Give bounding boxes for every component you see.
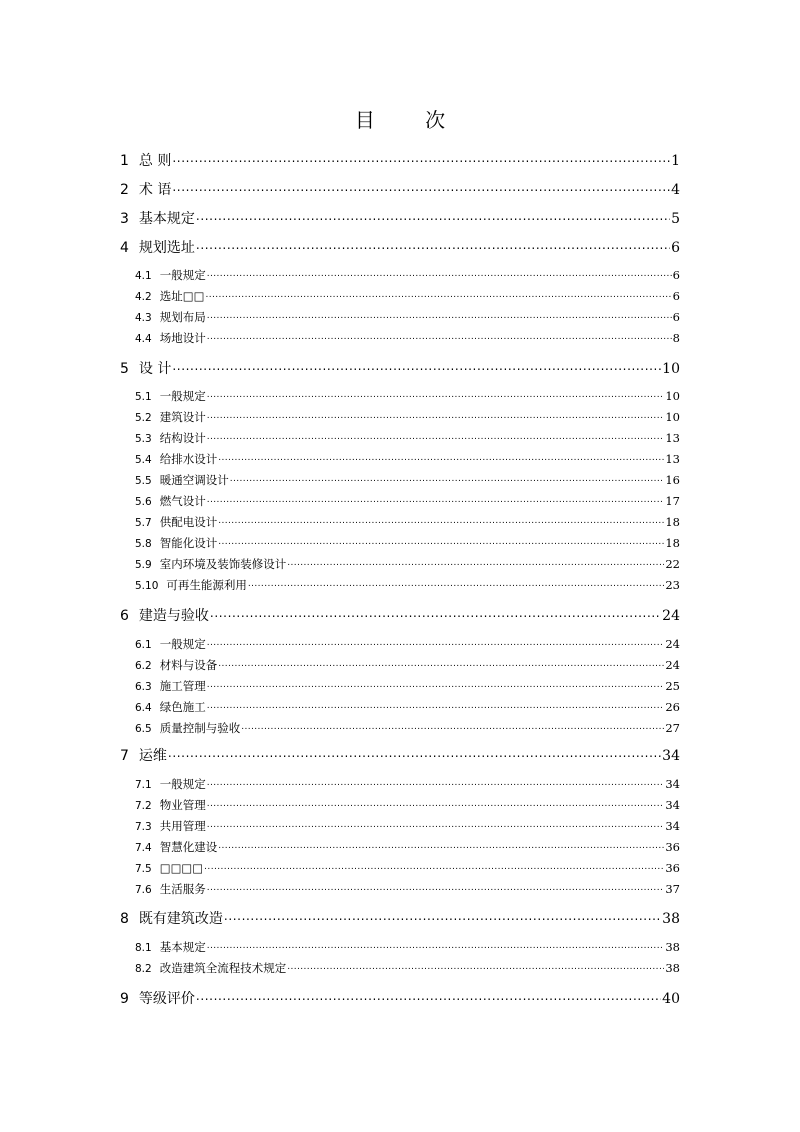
page-number: 27 xyxy=(665,721,680,735)
page-number: 36 xyxy=(665,860,680,875)
dot-leader xyxy=(207,331,672,343)
toc-subentry[interactable] xyxy=(135,657,680,673)
entry-title: 材料与设备 xyxy=(159,658,218,672)
dot-leader xyxy=(196,238,670,252)
page-number: 38 xyxy=(662,911,680,927)
entry-title: 设 计 xyxy=(138,361,172,377)
entry-number: 4.2 xyxy=(135,291,152,303)
toc-subentry[interactable] xyxy=(135,288,680,304)
page-number: 34 xyxy=(662,748,680,764)
entry-title: 基本规定 xyxy=(159,940,206,954)
toc-subentry[interactable] xyxy=(135,776,680,792)
entry-number: 7.5 xyxy=(135,862,152,875)
entry-title: 供配电设计 xyxy=(159,515,218,529)
page-number: 1 xyxy=(671,153,680,169)
toc-subentry[interactable] xyxy=(135,451,680,467)
page-number: 13 xyxy=(665,452,680,466)
dot-leader xyxy=(207,431,665,443)
page-number: 22 xyxy=(665,557,680,571)
toc-subentry[interactable] xyxy=(135,409,680,425)
dot-leader xyxy=(218,515,664,527)
entry-title: 室内环境及装饰装修设计 xyxy=(159,557,287,571)
entry-number: 7.6 xyxy=(135,884,152,896)
toc-subentry[interactable] xyxy=(135,939,680,955)
entry-number: 5.1 xyxy=(135,391,152,403)
entry-title: 智能化设计 xyxy=(159,536,218,550)
page-number: 24 xyxy=(665,637,680,651)
entry-number: 5.8 xyxy=(135,538,152,550)
dot-leader xyxy=(218,452,664,464)
toc-subentry[interactable] xyxy=(135,535,680,551)
entry-number: 5.7 xyxy=(135,517,152,529)
toc-subentry[interactable] xyxy=(135,699,680,715)
entry-title: 生活服务 xyxy=(159,882,206,896)
toc-entry[interactable] xyxy=(120,605,680,625)
entry-title: 智慧化建设 xyxy=(159,840,218,854)
page-number: 5 xyxy=(671,211,680,227)
entry-title: 施工管理 xyxy=(159,679,206,693)
dot-leader xyxy=(230,473,665,485)
page-number: 6 xyxy=(672,289,680,303)
toc-subentry[interactable] xyxy=(135,818,680,834)
toc-subentry[interactable] xyxy=(135,388,680,404)
page-number: 13 xyxy=(665,431,680,445)
page-number: 8 xyxy=(672,331,680,345)
dot-leader xyxy=(207,940,665,952)
dot-leader xyxy=(196,209,670,223)
page-number: 18 xyxy=(665,536,680,550)
dot-leader xyxy=(172,180,670,194)
entry-number: 5.10 xyxy=(135,580,159,592)
entry-number: 5.6 xyxy=(135,496,152,508)
entry-title: 选址□□ xyxy=(159,289,205,303)
entry-number: 5.3 xyxy=(135,433,152,445)
entry-number: 5.2 xyxy=(135,412,152,424)
entry-number: 5.4 xyxy=(135,454,152,466)
toc-subentry[interactable] xyxy=(135,309,680,325)
entry-number: 1 xyxy=(120,153,129,169)
dot-leader xyxy=(210,606,661,620)
dot-leader xyxy=(207,389,665,401)
dot-leader xyxy=(196,989,661,1003)
toc-subentry[interactable] xyxy=(135,839,680,855)
page-number: 24 xyxy=(665,658,680,672)
toc-entry[interactable] xyxy=(120,179,680,199)
entry-number: 3 xyxy=(120,211,129,227)
toc-entry[interactable] xyxy=(120,237,680,257)
toc-entry[interactable] xyxy=(120,358,680,378)
dot-leader xyxy=(207,819,665,831)
dot-leader xyxy=(207,679,665,691)
page-number: 6 xyxy=(672,268,680,282)
page-number: 38 xyxy=(665,940,680,954)
entry-title: 质量控制与验收 xyxy=(159,721,241,735)
dot-leader xyxy=(207,310,672,322)
entry-title: 共用管理 xyxy=(159,819,206,833)
entry-title: 既有建筑改造 xyxy=(138,911,223,927)
entry-number: 4.3 xyxy=(135,312,152,324)
page-number: 26 xyxy=(665,700,680,714)
toc-subentry[interactable] xyxy=(135,472,680,488)
dot-leader xyxy=(207,637,665,649)
dot-leader xyxy=(218,536,664,548)
entry-title: 建筑设计 xyxy=(159,410,206,424)
page-number: 25 xyxy=(665,679,680,693)
entry-number: 6 xyxy=(120,608,129,624)
entry-title: 可再生能源利用 xyxy=(166,578,247,592)
entry-number: 8.1 xyxy=(135,942,152,954)
entry-number: 6.2 xyxy=(135,660,152,672)
toc-entry[interactable] xyxy=(120,150,680,170)
page-number: 10 xyxy=(665,389,680,403)
page-number: 10 xyxy=(662,361,680,377)
dot-leader xyxy=(172,151,670,165)
toc-subentry[interactable] xyxy=(135,430,680,446)
entry-title: 规划选址 xyxy=(138,240,195,256)
page-number: 6 xyxy=(672,310,680,324)
dot-leader xyxy=(241,721,664,733)
entry-title: 一般规定 xyxy=(159,268,206,282)
entry-number: 6.3 xyxy=(135,681,152,693)
toc-title: 目 次 xyxy=(354,108,468,132)
entry-title: 等级评价 xyxy=(138,991,195,1007)
entry-title: 场地设计 xyxy=(159,331,206,345)
page-number: 38 xyxy=(665,961,680,975)
dot-leader xyxy=(205,289,671,301)
toc-subentry[interactable] xyxy=(135,493,680,509)
dot-leader xyxy=(207,268,672,280)
toc-subentry[interactable] xyxy=(135,797,680,813)
entry-title: 规划布局 xyxy=(159,310,206,324)
page-number: 4 xyxy=(671,182,680,198)
dot-leader xyxy=(218,840,664,852)
entry-number: 7 xyxy=(120,748,129,764)
dot-leader xyxy=(224,909,661,923)
page-number: 34 xyxy=(665,819,680,833)
page-number: 37 xyxy=(665,882,680,896)
page-number: 6 xyxy=(671,240,680,256)
page-number: 23 xyxy=(665,578,680,592)
entry-number: 7.1 xyxy=(135,779,152,791)
entry-number: 6.5 xyxy=(135,723,152,735)
entry-title: 燃气设计 xyxy=(159,494,206,508)
entry-title: 绿色施工 xyxy=(159,700,206,714)
entry-number: 8 xyxy=(120,911,129,927)
entry-title: 总 则 xyxy=(138,153,172,169)
page-number: 24 xyxy=(662,608,680,624)
toc-subentry[interactable] xyxy=(135,960,680,976)
entry-title: □□□□ xyxy=(159,860,204,875)
dot-leader xyxy=(287,961,664,973)
entry-number: 5.9 xyxy=(135,559,152,571)
toc-subentry[interactable] xyxy=(135,556,680,572)
entry-title: 一般规定 xyxy=(159,777,206,791)
entry-title: 物业管理 xyxy=(159,798,206,812)
entry-number: 6.1 xyxy=(135,639,152,651)
entry-number: 7.4 xyxy=(135,842,152,854)
dot-leader xyxy=(248,578,664,590)
entry-title: 建造与验收 xyxy=(138,608,209,624)
entry-number: 6.4 xyxy=(135,702,152,714)
entry-number: 2 xyxy=(120,182,129,198)
entry-title: 一般规定 xyxy=(159,637,206,651)
entry-number: 5.5 xyxy=(135,475,152,487)
toc-subentry[interactable] xyxy=(135,720,680,736)
dot-leader xyxy=(207,777,665,789)
toc-entry[interactable] xyxy=(120,988,680,1008)
dot-leader xyxy=(218,658,664,670)
toc-entry[interactable] xyxy=(120,745,680,765)
dot-leader xyxy=(172,359,661,373)
page-number: 34 xyxy=(665,798,680,812)
entry-number: 4 xyxy=(120,240,129,256)
entry-title: 基本规定 xyxy=(138,211,195,227)
entry-number: 8.2 xyxy=(135,963,152,975)
entry-number: 5 xyxy=(120,361,129,377)
toc-subentry[interactable] xyxy=(135,577,680,593)
entry-number: 7.2 xyxy=(135,800,152,812)
toc-subentry[interactable] xyxy=(135,330,680,346)
entry-title: 一般规定 xyxy=(159,389,206,403)
dot-leader xyxy=(207,410,665,422)
toc-subentry[interactable] xyxy=(135,678,680,694)
entry-number: 4.4 xyxy=(135,333,152,345)
page-number: 18 xyxy=(665,515,680,529)
dot-leader xyxy=(168,746,661,760)
toc-entry[interactable] xyxy=(120,208,680,228)
toc-subentry[interactable] xyxy=(135,267,680,283)
entry-number: 9 xyxy=(120,991,129,1007)
toc-subentry[interactable] xyxy=(135,860,680,876)
dot-leader xyxy=(207,700,665,712)
entry-title: 结构设计 xyxy=(159,431,206,445)
entry-title: 运维 xyxy=(138,748,167,764)
dot-leader xyxy=(207,798,665,810)
entry-title: 给排水设计 xyxy=(159,452,218,466)
entry-number: 7.3 xyxy=(135,821,152,833)
dot-leader xyxy=(207,882,665,894)
page-number: 36 xyxy=(665,840,680,854)
page-number: 34 xyxy=(665,777,680,791)
toc-entry[interactable] xyxy=(120,908,680,928)
dot-leader xyxy=(207,494,665,506)
page-number: 16 xyxy=(665,473,680,487)
entry-number: 4.1 xyxy=(135,270,152,282)
toc-subentry[interactable] xyxy=(135,514,680,530)
dot-leader xyxy=(204,860,664,872)
toc-subentry[interactable] xyxy=(135,881,680,897)
toc-subentry[interactable] xyxy=(135,636,680,652)
page-number: 10 xyxy=(665,410,680,424)
page-number: 17 xyxy=(665,494,680,508)
page-number: 40 xyxy=(662,991,680,1007)
entry-title: 术 语 xyxy=(138,182,172,198)
entry-title: 改造建筑全流程技术规定 xyxy=(159,961,287,975)
dot-leader xyxy=(287,557,664,569)
entry-title: 暖通空调设计 xyxy=(159,473,229,487)
